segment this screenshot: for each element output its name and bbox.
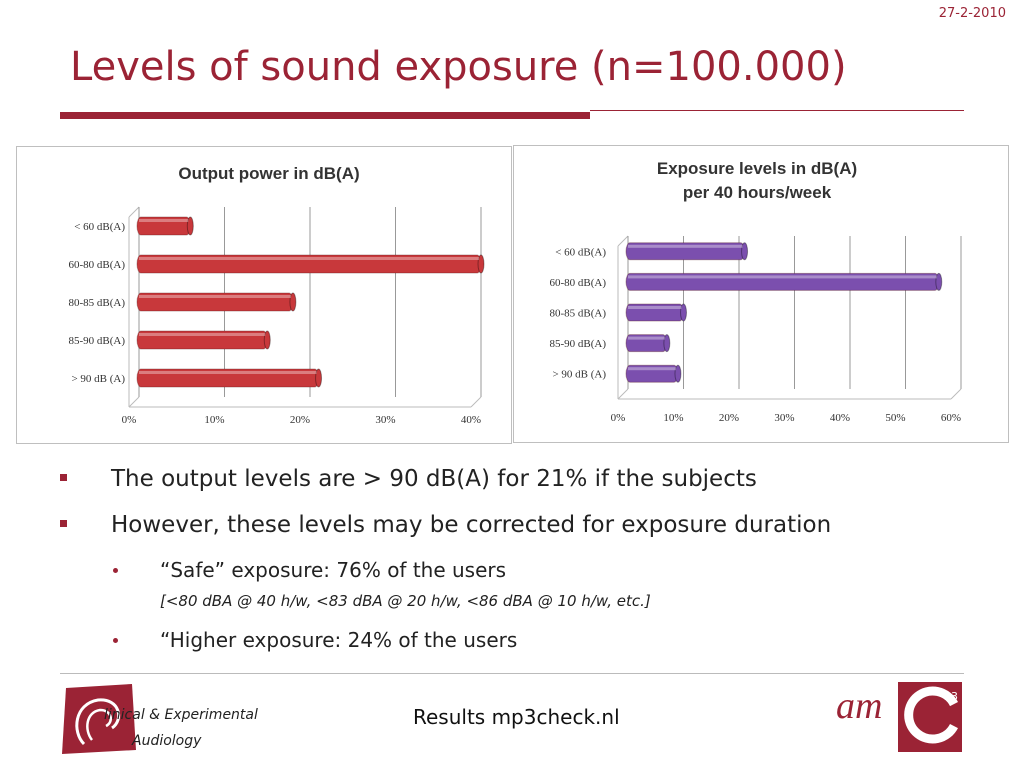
title-rule-thick: [60, 112, 590, 119]
bullet-text: However, these levels may be corrected for exposure duration: [111, 512, 832, 538]
chart2-category-label: > 90 dB (A): [552, 368, 606, 381]
square-bullet-icon: [60, 474, 67, 481]
chart2-tick-label: 10%: [663, 412, 684, 424]
chart1-floor-right: [471, 397, 481, 407]
footer-title: Results mp3check.nl: [413, 705, 620, 729]
logo-left-line2: Audiology: [132, 733, 202, 749]
sub-bullet-item: [60, 558, 980, 592]
chart2-bar-highlight: [628, 306, 682, 309]
chart2-category-label: 85-90 dB(A): [549, 338, 606, 351]
chart1-tick-label: 30%: [375, 414, 396, 426]
sub-bullet-item: [60, 628, 980, 662]
sub-bullet-note: [60, 592, 980, 628]
chart1-category-label: < 60 dB(A): [74, 221, 125, 233]
chart2-tick-label: 20%: [718, 412, 740, 424]
chart2-category-label: 80-85 dB(A): [549, 307, 606, 320]
chart2-category-label: 60-80 dB(A): [549, 276, 606, 289]
chart2-tick-label: 30%: [774, 412, 795, 424]
bullet-text: The output levels are > 90 dB(A) for 21% if the subjects: [111, 466, 757, 492]
dot-bullet-icon: [113, 568, 118, 573]
chart1-bar-highlight: [139, 371, 317, 374]
square-bullet-icon: [60, 520, 67, 527]
exposure-levels-chart-svg: [514, 146, 1008, 442]
chart1-category-label: 85-90 dB(A): [68, 335, 125, 347]
chart2-category-label: < 60 dB(A): [555, 246, 606, 259]
page-number: 23: [944, 690, 958, 703]
chart1-title: Output power in dB(A): [178, 164, 360, 183]
chart1-category-label: > 90 dB (A): [71, 373, 125, 385]
chart1-bar-highlight: [139, 333, 265, 336]
chart1-floor-edge: [129, 397, 139, 407]
amc-logo-text: am: [836, 685, 883, 727]
chart1-bar-highlight: [139, 295, 291, 298]
chart2-bar-highlight: [628, 275, 937, 278]
chart1-side-wall-top: [129, 207, 139, 217]
dot-bullet-icon: [113, 638, 118, 643]
slide-date: 27-2-2010: [938, 6, 1006, 21]
chart2-bar-highlight: [628, 367, 676, 370]
chart2-bar-highlight: [628, 245, 743, 248]
chart1-tick-label: 40%: [460, 414, 482, 426]
output-power-chart: [16, 146, 512, 444]
chart1-category-label: 60-80 dB(A): [68, 259, 125, 271]
chart2-title: Exposure levels in dB(A): [656, 159, 858, 178]
chart2-floor-edge: [618, 389, 628, 399]
chart2-subtitle: per 40 hours/week: [682, 183, 832, 202]
logo-left-line1: linical & Experimental: [104, 707, 258, 723]
chart1-tick-label: 20%: [289, 414, 311, 426]
chart1-bar-highlight: [139, 257, 479, 260]
chart2-floor-right: [951, 389, 961, 399]
chart1-tick-label: 0%: [121, 414, 137, 426]
chart2-side-wall-top: [618, 236, 628, 246]
bullet-list: [60, 466, 980, 662]
sub-bullet-text: “Safe” exposure: 76% of the users: [160, 558, 507, 582]
chart1-bar-highlight: [139, 219, 188, 222]
chart2-tick-label: 50%: [885, 412, 906, 424]
bullet-item: [60, 466, 980, 512]
chart2-tick-label: 60%: [940, 412, 962, 424]
output-power-chart-svg: [17, 147, 511, 443]
chart2-tick-label: 40%: [829, 412, 851, 424]
bullet-item: [60, 512, 980, 558]
chart2-tick-label: 0%: [610, 412, 626, 424]
chart1-category-label: 80-85 dB(A): [68, 297, 125, 309]
chart2-bar-highlight: [628, 337, 665, 340]
slide-title: Levels of sound exposure (n=100.000): [70, 44, 847, 90]
exposure-levels-chart: [513, 145, 1009, 443]
title-rule-thin: [590, 110, 964, 111]
chart1-tick-label: 10%: [204, 414, 225, 426]
sub-bullet-note-text: [<80 dBA @ 40 h/w, <83 dBA @ 20 h/w, <86 dBA @ 10 h/w, etc.]: [160, 592, 651, 610]
footer-rule: [60, 673, 964, 674]
sub-bullet-text: “Higher exposure: 24% of the users: [160, 628, 518, 652]
